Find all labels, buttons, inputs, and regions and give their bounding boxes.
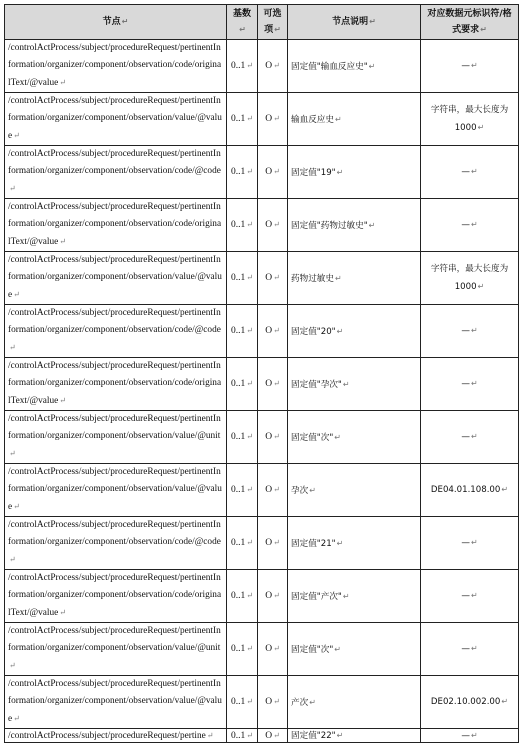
cell-optional — [258, 358, 288, 411]
paragraph-mark-icon: ↵ — [273, 167, 280, 176]
cell-base — [227, 570, 258, 623]
paragraph-mark-icon: ↵ — [246, 730, 253, 740]
cell-format-text: — — [461, 167, 470, 177]
paragraph-mark-icon: ↵ — [273, 61, 280, 70]
cell-optional-text: O — [265, 432, 273, 442]
table-row — [5, 199, 519, 252]
cell-node — [5, 464, 227, 517]
paragraph-mark-icon: ↵ — [273, 220, 280, 229]
paragraph-mark-icon: ↵ — [273, 114, 280, 123]
cell-format — [421, 146, 519, 199]
cell-format — [421, 252, 519, 305]
paragraph-mark-icon: ↵ — [59, 237, 66, 246]
cell-desc-text: 药物过敏史 — [291, 274, 334, 284]
paragraph-mark-icon: ↵ — [246, 644, 253, 653]
paragraph-mark-icon: ↵ — [273, 730, 280, 740]
paragraph-mark-icon: ↵ — [470, 538, 478, 547]
paragraph-mark-icon: ↵ — [334, 433, 341, 442]
cell-format-text: — — [461, 326, 470, 336]
cell-desc-text: 输血反应史 — [291, 115, 334, 125]
cell-desc — [288, 305, 421, 358]
cell-base-text: 0..1 — [231, 326, 246, 336]
paragraph-mark-icon: ↵ — [273, 591, 280, 600]
cell-node-text: /controlActProcess/subject/procedureRequest/pertinentInformation/organizer/component/observation/code/@code — [8, 308, 221, 335]
paragraph-mark-icon: ↵ — [246, 379, 253, 388]
cell-base-text: 0..1 — [231, 432, 246, 442]
cell-optional-text: O — [265, 379, 273, 389]
paragraph-mark-icon: ↵ — [470, 220, 478, 229]
cell-desc — [288, 411, 421, 464]
cell-format-text: DE02.10.002.00 — [430, 697, 501, 707]
cell-node — [5, 93, 227, 146]
cell-optional — [258, 40, 288, 93]
paragraph-mark-icon: ↵ — [206, 730, 214, 740]
cell-format-text: — — [461, 432, 470, 442]
cell-desc-text: 固定值"19" — [291, 168, 336, 178]
cell-node — [5, 40, 227, 93]
cell-node-text: /controlActProcess/subject/procedureRequest/pertinentInformation/organizer/component/observation/value/@value — [8, 467, 222, 512]
paragraph-mark-icon: ↵ — [246, 167, 253, 176]
cell-format — [421, 199, 519, 252]
cell-desc — [288, 729, 421, 743]
paragraph-mark-icon: ↵ — [470, 591, 478, 600]
header-base: 基数↵ — [227, 5, 258, 40]
paragraph-mark-icon: ↵ — [342, 592, 350, 601]
cell-base — [227, 252, 258, 305]
paragraph-mark-icon: ↵ — [246, 591, 253, 600]
table-row — [5, 146, 519, 199]
paragraph-mark-icon: ↵ — [13, 714, 20, 723]
cell-base-text: 0..1 — [231, 730, 246, 741]
paragraph-mark-icon: ↵ — [336, 327, 344, 336]
paragraph-mark-icon: ↵ — [368, 62, 376, 71]
paragraph-mark-icon: ↵ — [470, 379, 478, 388]
paragraph-mark-icon: ↵ — [9, 184, 16, 193]
paragraph-mark-icon: ↵ — [273, 538, 280, 547]
cell-desc-text: 固定值"22" — [291, 730, 336, 741]
table-body — [5, 40, 519, 743]
cell-format-text: 字符串，最大长度为 1000 — [430, 104, 509, 133]
node-definition-table — [4, 4, 519, 743]
cell-node — [5, 146, 227, 199]
paragraph-mark-icon: ↵ — [273, 379, 280, 388]
cell-desc — [288, 199, 421, 252]
cell-format — [421, 570, 519, 623]
cell-base-text: 0..1 — [231, 114, 246, 124]
cell-node-text: /controlActProcess/subject/procedureRequest/pertinentInformation/organizer/component/observation/code/originalText/@value — [8, 573, 222, 618]
paragraph-mark-icon: ↵ — [368, 221, 376, 230]
cell-format — [421, 358, 519, 411]
cell-base-text: 0..1 — [231, 167, 246, 177]
cell-desc-text: 孕次 — [291, 486, 309, 496]
paragraph-mark-icon: ↵ — [501, 697, 509, 706]
paragraph-mark-icon: ↵ — [246, 538, 253, 547]
header-node: 节点↵ — [5, 5, 227, 40]
cell-optional — [258, 411, 288, 464]
paragraph-mark-icon: ↵ — [477, 122, 485, 132]
cell-desc — [288, 464, 421, 517]
paragraph-mark-icon: ↵ — [336, 539, 344, 548]
cell-format — [421, 676, 519, 729]
cell-base-text: 0..1 — [231, 591, 246, 601]
cell-node-text: /controlActProcess/subject/procedureRequest/pertinentInformation/organizer/component/observation/code/originalText/@value — [8, 202, 222, 247]
table-row — [5, 570, 519, 623]
cell-desc — [288, 93, 421, 146]
cell-desc-text: 固定值"21" — [291, 539, 336, 549]
header-optional: 可选项↵ — [258, 5, 288, 40]
paragraph-mark-icon: ↵ — [334, 645, 341, 654]
table-row — [5, 411, 519, 464]
paragraph-mark-icon: ↵ — [470, 730, 478, 740]
cell-base — [227, 358, 258, 411]
cell-optional — [258, 146, 288, 199]
paragraph-mark-icon: ↵ — [470, 167, 478, 176]
cell-optional-text: O — [265, 644, 273, 654]
table-row — [5, 305, 519, 358]
cell-base — [227, 623, 258, 676]
cell-base-text: 0..1 — [231, 61, 246, 71]
paragraph-mark-icon: ↵ — [9, 449, 16, 458]
cell-desc — [288, 40, 421, 93]
cell-node — [5, 570, 227, 623]
cell-node-text: /controlActProcess/subject/procedureRequest/pertinentInformation/organizer/component/observation/code/originalText/@value — [8, 43, 222, 88]
cell-desc-text: 固定值"20" — [291, 327, 336, 337]
paragraph-mark-icon: ↵ — [13, 131, 20, 140]
cell-desc — [288, 570, 421, 623]
paragraph-mark-icon: ↵ — [246, 61, 253, 70]
cell-desc-text: 固定值"次" — [291, 645, 334, 655]
cell-node — [5, 252, 227, 305]
cell-optional-text: O — [265, 273, 273, 283]
cell-node-text: /controlActProcess/subject/procedureRequest/pertinentInformation/organizer/component/observation/value/@value — [8, 96, 222, 141]
cell-format-text: — — [461, 730, 470, 741]
cell-optional — [258, 93, 288, 146]
paragraph-mark-icon: ↵ — [273, 485, 280, 494]
cell-base — [227, 40, 258, 93]
cell-base — [227, 305, 258, 358]
cell-desc — [288, 358, 421, 411]
cell-base — [227, 517, 258, 570]
cell-desc-text: 固定值"产次" — [291, 592, 342, 602]
cell-optional — [258, 199, 288, 252]
cell-node-text: /controlActProcess/subject/procedureRequest/pertinentInformation/organizer/component/observation/value/@value — [8, 679, 222, 724]
cell-node-text: /controlActProcess/subject/procedureRequest/pertinentInformation/organizer/component/observation/code/originalText/@value — [8, 361, 222, 406]
table-row — [5, 676, 519, 729]
paragraph-mark-icon: ↵ — [246, 220, 253, 229]
paragraph-mark-icon: ↵ — [246, 432, 253, 441]
cell-format-text: — — [461, 61, 470, 71]
paragraph-mark-icon: ↵ — [246, 114, 253, 123]
cell-desc-text: 产次 — [291, 698, 309, 708]
paragraph-mark-icon: ↵ — [470, 644, 478, 653]
cell-format-text: — — [461, 644, 470, 654]
cell-base — [227, 729, 258, 743]
cell-node-text: /controlActProcess/subject/procedureRequest/pertinentInformation/organizer/component/observation/value/@unit — [8, 414, 221, 441]
cell-optional — [258, 570, 288, 623]
paragraph-mark-icon: ↵ — [9, 343, 16, 352]
cell-format-text: — — [461, 379, 470, 389]
paragraph-mark-icon: ↵ — [501, 485, 509, 494]
cell-optional — [258, 517, 288, 570]
cell-optional — [258, 305, 288, 358]
paragraph-mark-icon: ↵ — [334, 115, 342, 124]
table-header — [5, 5, 519, 40]
paragraph-mark-icon: ↵ — [246, 273, 253, 282]
cell-node — [5, 411, 227, 464]
cell-optional-text: O — [265, 326, 273, 336]
cell-base — [227, 411, 258, 464]
cell-node — [5, 358, 227, 411]
cell-optional — [258, 676, 288, 729]
cell-optional-text: O — [265, 220, 273, 230]
table-row — [5, 517, 519, 570]
cell-desc-text: 固定值"输血反应史" — [291, 62, 368, 72]
cell-desc-text: 固定值"次" — [291, 433, 334, 443]
paragraph-mark-icon: ↵ — [59, 608, 66, 617]
table-row — [5, 358, 519, 411]
paragraph-mark-icon: ↵ — [273, 273, 280, 282]
paragraph-mark-icon: ↵ — [13, 502, 20, 511]
cell-format-text: 字符串，最大长度为 1000 — [430, 263, 509, 292]
cell-desc-text: 固定值"药物过敏史" — [291, 221, 368, 231]
table-row — [5, 252, 519, 305]
cell-format-text: DE04.01.108.00 — [430, 485, 501, 495]
cell-base-text: 0..1 — [231, 538, 246, 548]
cell-node-text: /controlActProcess/subject/procedureRequest/pertine — [8, 730, 206, 741]
cell-desc — [288, 517, 421, 570]
cell-node-text: /controlActProcess/subject/procedureRequest/pertinentInformation/organizer/component/observation/value/@value — [8, 255, 222, 300]
cell-node — [5, 199, 227, 252]
paragraph-mark-icon: ↵ — [246, 697, 253, 706]
paragraph-mark-icon: ↵ — [9, 661, 16, 670]
cell-node — [5, 517, 227, 570]
cell-node — [5, 729, 227, 743]
paragraph-mark-icon: ↵ — [342, 380, 350, 389]
cell-node — [5, 305, 227, 358]
table-row — [5, 93, 519, 146]
cell-node — [5, 623, 227, 676]
cell-base-text: 0..1 — [231, 273, 246, 283]
cell-optional-text: O — [265, 697, 273, 707]
cell-node-text: /controlActProcess/subject/procedureRequest/pertinentInformation/organizer/component/observation/value/@unit — [8, 626, 221, 653]
cell-base-text: 0..1 — [231, 379, 246, 389]
cell-desc — [288, 623, 421, 676]
cell-format — [421, 729, 519, 743]
cell-optional — [258, 464, 288, 517]
paragraph-mark-icon: ↵ — [334, 274, 342, 283]
cell-format-text: — — [461, 591, 470, 601]
cell-format-text: — — [461, 220, 470, 230]
cell-optional-text: O — [265, 114, 273, 124]
cell-node — [5, 676, 227, 729]
paragraph-mark-icon: ↵ — [13, 290, 20, 299]
cell-format-text: — — [461, 538, 470, 548]
cell-optional-text: O — [265, 591, 273, 601]
cell-optional — [258, 623, 288, 676]
cell-format — [421, 623, 519, 676]
cell-format — [421, 93, 519, 146]
cell-optional-text: O — [265, 538, 273, 548]
cell-node-text: /controlActProcess/subject/procedureRequest/pertinentInformation/organizer/component/observation/code/@code — [8, 149, 221, 176]
paragraph-mark-icon: ↵ — [273, 432, 280, 441]
paragraph-mark-icon: ↵ — [9, 555, 16, 564]
paragraph-mark-icon: ↵ — [273, 697, 280, 706]
table-row — [5, 729, 519, 743]
paragraph-mark-icon: ↵ — [59, 396, 66, 405]
paragraph-mark-icon: ↵ — [470, 61, 478, 70]
cell-node-text: /controlActProcess/subject/procedureRequest/pertinentInformation/organizer/component/observation/code/@code — [8, 520, 221, 547]
paragraph-mark-icon: ↵ — [273, 644, 280, 653]
header-format: 对应数据元标识符/格式要求↵ — [421, 5, 519, 40]
cell-base — [227, 464, 258, 517]
cell-base — [227, 93, 258, 146]
table-row — [5, 464, 519, 517]
paragraph-mark-icon: ↵ — [309, 486, 316, 495]
cell-desc — [288, 146, 421, 199]
paragraph-mark-icon: ↵ — [336, 730, 344, 740]
paragraph-mark-icon: ↵ — [470, 326, 478, 335]
cell-desc-text: 固定值"孕次" — [291, 380, 342, 390]
paragraph-mark-icon: ↵ — [59, 78, 66, 87]
cell-format — [421, 305, 519, 358]
paragraph-mark-icon: ↵ — [246, 485, 253, 494]
paragraph-mark-icon: ↵ — [273, 326, 280, 335]
cell-base — [227, 146, 258, 199]
cell-desc — [288, 252, 421, 305]
cell-optional-text: O — [265, 61, 273, 71]
table-row — [5, 623, 519, 676]
paragraph-mark-icon: ↵ — [470, 432, 478, 441]
cell-optional — [258, 252, 288, 305]
cell-desc — [288, 676, 421, 729]
paragraph-mark-icon: ↵ — [336, 168, 344, 177]
cell-base — [227, 676, 258, 729]
header-row — [5, 5, 519, 40]
cell-optional-text: O — [265, 167, 273, 177]
cell-format — [421, 464, 519, 517]
header-desc: 节点说明↵ — [288, 5, 421, 40]
cell-format — [421, 517, 519, 570]
cell-optional-text: O — [265, 730, 273, 741]
cell-base-text: 0..1 — [231, 485, 246, 495]
cell-base — [227, 199, 258, 252]
paragraph-mark-icon: ↵ — [309, 698, 316, 707]
cell-base-text: 0..1 — [231, 644, 246, 654]
paragraph-mark-icon: ↵ — [477, 281, 485, 291]
cell-format — [421, 411, 519, 464]
cell-base-text: 0..1 — [231, 220, 246, 230]
table-row — [5, 40, 519, 93]
cell-optional — [258, 729, 288, 743]
cell-optional-text: O — [265, 485, 273, 495]
cell-format — [421, 40, 519, 93]
cell-base-text: 0..1 — [231, 697, 246, 707]
paragraph-mark-icon: ↵ — [246, 326, 253, 335]
